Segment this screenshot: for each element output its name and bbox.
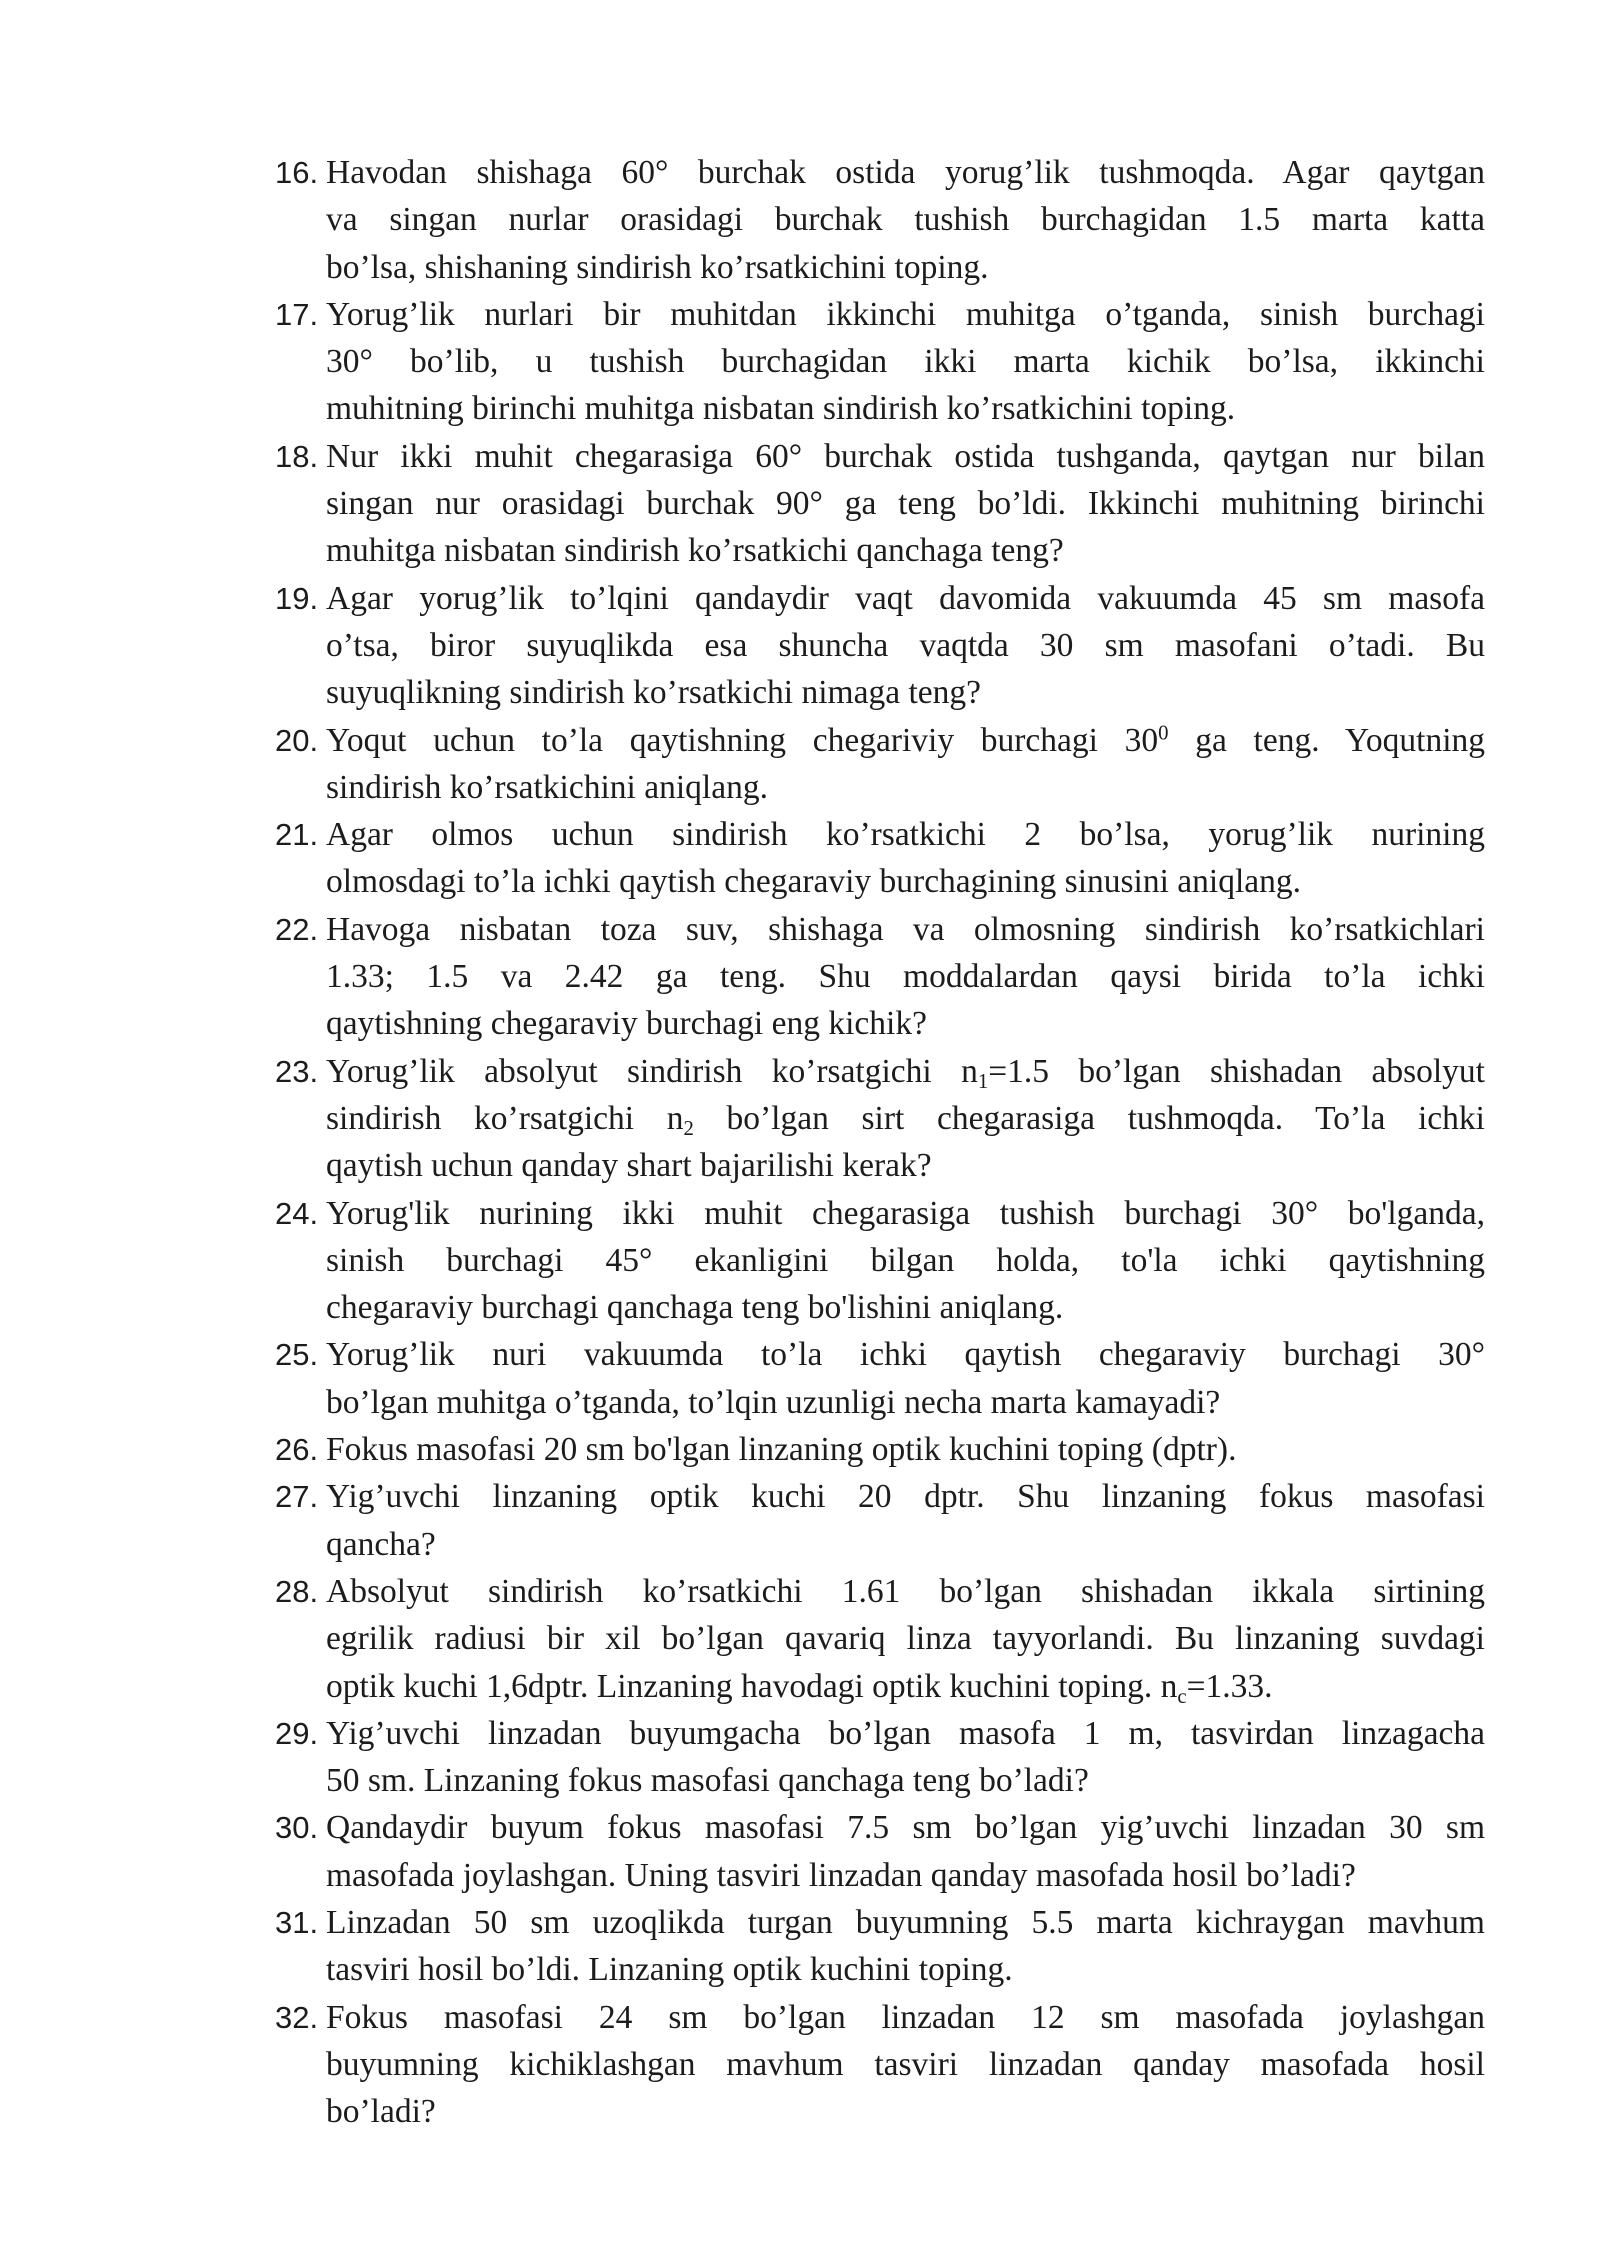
problem-text-line: Havodan shishaga 60° burchak ostida yorug’lik tushmoqda. Agar qaytgan bbox=[326, 154, 1485, 191]
problem-text-line bbox=[326, 1048, 1485, 1095]
problem-number: 31. bbox=[275, 1904, 319, 1940]
problem-21 bbox=[275, 811, 1485, 906]
problem-number: 23. bbox=[275, 1053, 319, 1089]
subscript: 1 bbox=[977, 1069, 989, 1093]
problem-text-line: 1.33; 1.5 va 2.42 ga teng. Shu moddalardan qaysi birida to’la ichki bbox=[326, 958, 1485, 996]
problem-number: 30. bbox=[275, 1810, 319, 1846]
problem-text-line: Qandaydir buyum fokus masofasi 7.5 sm bo’lgan yig’uvchi linzadan 30 sm bbox=[326, 1809, 1485, 1847]
problem-number: 27. bbox=[275, 1479, 319, 1515]
problem-text-line: qancha? bbox=[326, 1525, 436, 1563]
problem-text-line: qaytishning chegaraviy burchagi eng kichik? bbox=[326, 1005, 927, 1043]
problem-25 bbox=[275, 1331, 1485, 1426]
problem-text-line: tasviri hosil bo’ldi. Linzaning optik kuchini toping. bbox=[326, 1951, 1013, 1989]
text-segment: optik kuchi 1,6dptr. Linzaning havodagi optik kuchini toping. n bbox=[326, 1667, 1178, 1705]
problem-text-line: 50 sm. Linzaning fokus masofasi qanchaga teng bo’ladi? bbox=[326, 1762, 1089, 1800]
problem-text-line: Fokus masofasi 20 sm bo'lgan linzaning optik kuchini toping (dptr). bbox=[326, 1431, 1237, 1469]
problem-text-line: olmosdagi to’la ichki qaytish chegaraviy burchagining sinusini aniqlang. bbox=[326, 863, 1302, 901]
problem-number: 25. bbox=[275, 1337, 319, 1373]
problem-text-line: Agar olmos uchun sindirish ko’rsatkichi 2 bo’lsa, yorug’lik nurining bbox=[326, 816, 1485, 854]
text-segment: ga teng. Yoqutning bbox=[1168, 721, 1485, 759]
problem-text-line: sindirish ko’rsatkichini aniqlang. bbox=[326, 768, 768, 806]
problem-28 bbox=[275, 1568, 1485, 1710]
problem-30 bbox=[275, 1804, 1485, 1899]
text-segment: Yorug’lik absolyut sindirish ko’rsatgichi n bbox=[326, 1052, 978, 1090]
problem-number: 26. bbox=[275, 1432, 319, 1468]
text-segment: =1.5 bo’lgan shishadan absolyut bbox=[988, 1052, 1485, 1090]
problem-text-line: 30° bo’lib, u tushish burchagidan ikki marta kichik bo’lsa, ikkinchi bbox=[326, 343, 1485, 381]
problem-text-line: chegaraviy burchagi qanchaga teng bo'lishini aniqlang. bbox=[326, 1289, 1064, 1327]
problem-text-line bbox=[326, 1095, 1485, 1142]
problem-32 bbox=[275, 1994, 1485, 2136]
text-segment: Yoqut uchun to’la qaytishning chegariviy burchagi 30 bbox=[326, 721, 1159, 759]
text-segment: bo’lgan sirt chegarasiga tushmoqda. To’la ichki bbox=[693, 1099, 1485, 1137]
problem-text-line: suyuqlikning sindirish ko’rsatkichi nimaga teng? bbox=[326, 674, 982, 712]
problem-23 bbox=[275, 1048, 1485, 1190]
problem-20 bbox=[275, 717, 1485, 812]
problem-text-line bbox=[326, 717, 1485, 764]
problem-text-line: qaytish uchun qanday shart bajarilishi kerak? bbox=[326, 1147, 932, 1185]
problem-text-line: sinish burchagi 45° ekanligini bilgan holda, to'la ichki qaytishning bbox=[326, 1241, 1485, 1279]
problem-text-line: Yig’uvchi linzadan buyumgacha bo’lgan masofa 1 m, tasvirdan linzagacha bbox=[326, 1714, 1485, 1752]
problem-text-line: muhitning birinchi muhitga nisbatan sindirish ko’rsatkichini toping. bbox=[326, 390, 1236, 428]
problem-text-line: buyumning kichiklashgan mavhum tasviri linzadan qanday masofada hosil bbox=[326, 2045, 1485, 2083]
problem-list bbox=[275, 149, 1485, 2135]
problem-text-line: Yig’uvchi linzaning optik kuchi 20 dptr. Shu linzaning fokus masofasi bbox=[326, 1478, 1485, 1516]
problem-number: 16. bbox=[275, 155, 319, 190]
subscript: 2 bbox=[683, 1116, 694, 1140]
problem-number: 22. bbox=[275, 911, 319, 947]
problem-text-line: Fokus masofasi 24 sm bo’lgan linzadan 12 sm masofada joylashgan bbox=[326, 1998, 1485, 2036]
problem-text-line: va singan nurlar orasidagi burchak tushish burchagidan 1.5 marta katta bbox=[326, 201, 1485, 239]
problem-number: 21. bbox=[275, 817, 319, 853]
problem-number: 32. bbox=[275, 1999, 319, 2035]
problem-text-line: Linzadan 50 sm uzoqlikda turgan buyumning 5.5 marta kichraygan mavhum bbox=[326, 1903, 1485, 1941]
problem-24 bbox=[275, 1190, 1485, 1332]
problem-text-line: Nur ikki muhit chegarasiga 60° burchak ostida tushganda, qaytgan nur bilan bbox=[326, 437, 1485, 475]
problem-text-line: bo’lsa, shishaning sindirish ko’rsatkichini toping. bbox=[326, 248, 989, 286]
problem-27 bbox=[275, 1473, 1485, 1568]
problem-17 bbox=[275, 291, 1485, 433]
problem-text-line: Yorug'lik nurining ikki muhit chegarasiga tushish burchagi 30° bo'lganda, bbox=[326, 1194, 1485, 1232]
problem-text-line bbox=[326, 1663, 1485, 1710]
text-segment: =1.33. bbox=[1186, 1667, 1273, 1705]
problem-number: 19. bbox=[275, 580, 319, 616]
problem-number: 18. bbox=[275, 438, 319, 474]
problem-31 bbox=[275, 1899, 1485, 1994]
problem-text-line: singan nur orasidagi burchak 90° ga teng bo’ldi. Ikkinchi muhitning birinchi bbox=[326, 485, 1485, 523]
problem-26 bbox=[275, 1426, 1485, 1473]
problem-number: 24. bbox=[275, 1195, 319, 1231]
problem-text-line: bo’ladi? bbox=[326, 2093, 436, 2131]
problem-text-line: muhitga nisbatan sindirish ko’rsatkichi qanchaga teng? bbox=[326, 532, 1064, 570]
problem-29 bbox=[275, 1710, 1485, 1805]
problem-18 bbox=[275, 433, 1485, 575]
problem-19 bbox=[275, 575, 1485, 717]
problem-number: 17. bbox=[275, 296, 319, 332]
problem-text-line: masofada joylashgan. Uning tasviri linzadan qanday masofada hosil bo’ladi? bbox=[326, 1856, 1356, 1894]
problem-text-line: Yorug’lik nurlari bir muhitdan ikkinchi muhitga o’tganda, sinish burchagi bbox=[326, 295, 1485, 333]
problem-text-line: Havoga nisbatan toza suv, shishaga va olmosning sindirish ko’rsatkichlari bbox=[326, 910, 1485, 948]
problem-text-line: egrilik radiusi bir xil bo’lgan qavariq linza tayyorlandi. Bu linzaning suvdagi bbox=[326, 1620, 1485, 1658]
problem-text-line: Yorug’lik nuri vakuumda to’la ichki qaytish chegaraviy burchagi 30° bbox=[326, 1336, 1485, 1374]
superscript: 0 bbox=[1158, 721, 1169, 745]
subscript: c bbox=[1177, 1684, 1187, 1708]
problem-number: 28. bbox=[275, 1573, 319, 1609]
problem-text-line: Agar yorug’lik to’lqini qandaydir vaqt davomida vakuumda 45 sm masofa bbox=[326, 579, 1485, 617]
text-segment: sindirish ko’rsatgichi n bbox=[326, 1099, 684, 1137]
problem-number: 29. bbox=[275, 1715, 319, 1751]
problem-number: 20. bbox=[275, 722, 319, 758]
problem-16 bbox=[275, 149, 1485, 291]
problem-text-line: Absolyut sindirish ko’rsatkichi 1.61 bo’lgan shishadan ikkala sirtining bbox=[326, 1572, 1485, 1610]
problem-text-line: bo’lgan muhitga o’tganda, to’lqin uzunligi necha marta kamayadi? bbox=[326, 1383, 1221, 1421]
problem-text-line: o’tsa, biror suyuqlikda esa shuncha vaqtda 30 sm masofani o’tadi. Bu bbox=[326, 626, 1485, 664]
problem-22 bbox=[275, 906, 1485, 1048]
